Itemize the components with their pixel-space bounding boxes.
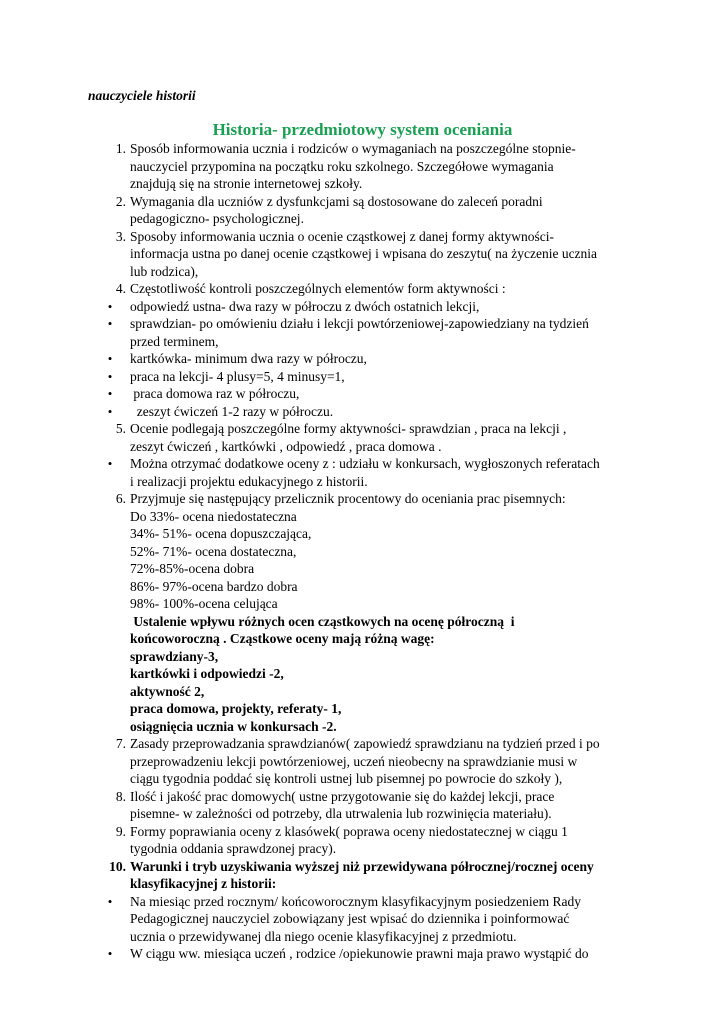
item-text (130, 228, 640, 281)
header-note: nauczyciele historii (88, 88, 196, 103)
text-line: praca na lekcji- 4 plusy=5, 4 minusy=1, (130, 368, 345, 384)
item-text (130, 858, 640, 893)
list-item-7 (0, 735, 725, 788)
item-text (130, 420, 640, 455)
text-line: Formy poprawiania oceny z klasówek( poprawa oceny niedostatecznej w ciągu 1 (130, 823, 568, 839)
item-number: 4. (115, 281, 126, 296)
text-line: Zasady przeprowadzania sprawdzianów( zapowiedź sprawdzianu na tydzień przed i po (130, 736, 600, 751)
item-text (130, 490, 640, 508)
item-text (130, 280, 640, 298)
item-text (130, 455, 640, 490)
scale-line: Do 33%- ocena niedostateczna (130, 508, 297, 524)
scale-line: 52%- 71%- ocena dostateczna, (130, 543, 297, 559)
bullet-item (0, 403, 725, 421)
weights-line: kartkówki i odpowiedzi -2, (130, 666, 284, 681)
bullet-icon: • (107, 298, 113, 314)
item-text (130, 385, 640, 403)
item-number: 7. (115, 736, 126, 751)
text-line: znajdują się na stronie internetowej szkoły. (130, 176, 363, 191)
scale-line: 86%- 97%-ocena bardzo dobra (130, 578, 298, 594)
list-item-4 (0, 280, 725, 298)
item-number: 6. (115, 491, 126, 506)
item-text (130, 735, 640, 788)
text-line: pedagogiczno- psychologicznej. (130, 211, 304, 226)
text-line: lub rodzica), (130, 263, 199, 279)
bullet-item (0, 368, 725, 386)
bullet-icon: • (107, 368, 113, 384)
bullet-item (0, 315, 725, 350)
bullet-item (0, 385, 725, 403)
text-line: przeprowadzeniu lekcji powtórzeniowej, uczeń nieobecny na sprawdzianie musi w (130, 753, 578, 769)
bullet-icon: • (107, 351, 113, 366)
list-item-9 (0, 823, 725, 858)
bullet-item (0, 350, 725, 368)
item-text (130, 298, 640, 316)
weights-line: końcoworoczną . Cząstkowe oceny mają różną wagę: (130, 631, 435, 646)
text-line: pisemne- w zależności od potrzeby, dla utrwalenia lub rozwinięcia materiału). (130, 806, 552, 821)
item-text (130, 140, 640, 193)
list-item-2 (0, 193, 725, 228)
text-line: klasyfikacyjnej z historii: (130, 876, 277, 891)
bullet-icon: • (107, 316, 113, 331)
text-line: zeszyt ćwiczeń 1-2 razy w półroczu. (130, 403, 334, 419)
bullet-item (0, 298, 725, 316)
bullet-icon: • (107, 456, 113, 471)
text-line: Częstotliwość kontroli poszczególnych elementów form aktywności : (130, 281, 506, 296)
bullet-icon: • (107, 946, 113, 961)
scale-line: 72%-85%-ocena dobra (130, 561, 255, 576)
text-line: tygodnia oddania sprawdzonej pracy). (130, 841, 337, 856)
item-text (130, 823, 640, 858)
text-line: kartkówka- minimum dwa razy w półroczu, (130, 351, 367, 366)
weights-line: aktywność 2, (130, 683, 205, 699)
weights-line: sprawdziany-3, (130, 648, 219, 664)
weights-line: Ustalenie wpływu różnych ocen cząstkowych na ocenę półroczną i (130, 613, 515, 629)
bullet-item (0, 455, 725, 490)
item-number: 2. (115, 193, 126, 209)
text-line: Ocenie podlegają poszczególne formy aktywności- sprawdzian , praca na lekcji , (130, 421, 567, 436)
item-text (130, 193, 640, 228)
list-item-5 (0, 420, 725, 455)
text-line: Przyjmuje się następujący przelicznik procentowy do oceniania prac pisemnych: (130, 491, 566, 506)
text-line: zeszyt ćwiczeń , kartkówki , odpowiedź , praca domowa . (130, 438, 442, 454)
text-line: nauczyciel przypomina na początku roku szkolnego. Szczegółowe wymagania (130, 158, 554, 174)
list-item-1 (0, 140, 725, 193)
item-text (130, 368, 640, 386)
item-number: 5. (115, 421, 126, 436)
grade-weights (130, 613, 640, 736)
item-number: 9. (115, 823, 126, 839)
text-line: Można otrzymać dodatkowe oceny z : udziału w konkursach, wygłoszonych referatach (130, 456, 600, 471)
weights-line: praca domowa, projekty, referaty- 1, (130, 701, 342, 716)
scale-line: 34%- 51%- ocena dopuszczająca, (130, 526, 312, 541)
document-title: Historia- przedmiotowy system oceniania (212, 120, 513, 139)
text-line: ucznia o przewidywanej dla niego ocenie klasyfikacyjnej z przedmiotu. (130, 928, 517, 944)
list-item-6 (0, 490, 725, 508)
text-line: praca domowa raz w półroczu, (130, 386, 300, 401)
bullet-item (0, 945, 725, 963)
text-line: odpowiedź ustna- dwa razy w półroczu z dwóch ostatnich lekcji, (130, 298, 480, 314)
item-number: 8. (115, 788, 126, 804)
document-body (0, 140, 725, 963)
bullet-icon: • (107, 893, 113, 909)
scale-line: 98%- 100%-ocena celująca (130, 596, 278, 611)
list-item-10 (0, 858, 725, 893)
text-line: Sposoby informowania ucznia o ocenie cząstkowej z danej formy aktywności- (130, 228, 554, 244)
item-text (130, 893, 640, 946)
item-number: 10. (109, 858, 126, 874)
text-line: informacja ustna po danej ocenie cząstkowej i wpisana do zeszytu( na życzenie ucznia (130, 246, 598, 261)
text-line: W ciągu ww. miesiąca uczeń , rodzice /opiekunowie prawni maja prawo wystąpić do (130, 946, 589, 961)
item-number: 1. (115, 141, 126, 156)
bullet-item (0, 893, 725, 946)
bullet-icon: • (107, 403, 113, 419)
text-line: sprawdzian- po omówieniu działu i lekcji powtórzeniowej-zapowiedziany na tydzień (130, 316, 589, 331)
grading-scale (130, 508, 640, 613)
item-number: 3. (115, 228, 126, 244)
bullet-icon: • (107, 386, 113, 401)
list-item-8 (0, 788, 725, 823)
item-text (130, 350, 640, 368)
text-line: przed terminem, (130, 333, 219, 349)
text-line: i realizacji projektu edukacyjnego z historii. (130, 473, 368, 489)
text-line: Na miesiąc przed rocznym/ końcoworocznym klasyfikacyjnym posiedzeniem Rady (130, 893, 581, 909)
text-line: Warunki i tryb uzyskiwania wyższej niż przewidywana półrocznej/rocznej oceny (130, 858, 594, 874)
weights-line: osiągnięcia ucznia w konkursach -2. (130, 718, 337, 734)
text-line: Sposób informowania ucznia i rodziców o wymaganiach na poszczególne stopnie- (130, 141, 576, 156)
text-line: Wymagania dla uczniów z dysfunkcjami są dostosowane do zaleceń poradni (130, 193, 543, 209)
item-text (130, 315, 640, 350)
text-line: Ilość i jakość prac domowych( ustne przygotowanie się do każdej lekcji, prace (130, 788, 555, 804)
list-item-3 (0, 228, 725, 281)
item-text (130, 945, 640, 963)
item-text (130, 788, 640, 823)
text-line: Pedagogicznej nauczyciel zobowiązany jest wpisać do dziennika i poinformować (130, 911, 570, 926)
text-line: ciągu tygodnia poddać się kontroli ustnej lub pisemnej po powrocie do szkoły ), (130, 771, 563, 786)
item-text (130, 403, 640, 421)
